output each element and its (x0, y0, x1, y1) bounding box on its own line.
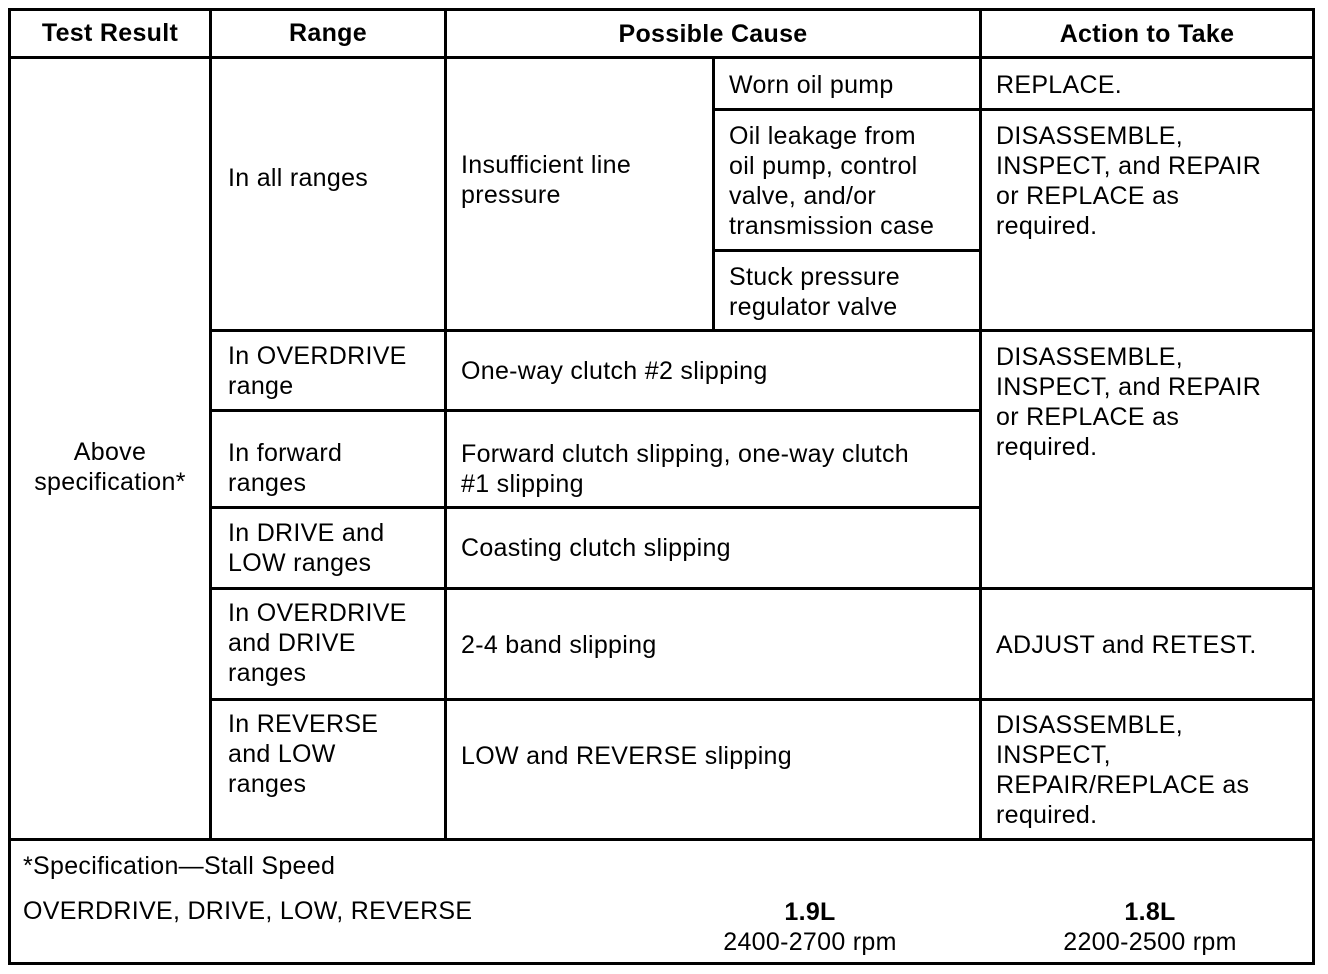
action-disassemble-group: DISASSEMBLE, INSPECT, and REPAIR or REPLACE as required. (996, 343, 1262, 461)
test-result-value: Above specification* (34, 438, 186, 496)
footer-ranges: OVERDRIVE, DRIVE, LOW, REVERSE (23, 897, 473, 925)
row-divider (210, 698, 1315, 701)
action-disassemble-2: DISASSEMBLE, INSPECT, REPAIR/REPLACE as required. (996, 711, 1250, 829)
engine-1-rpm: 2400-2700 rpm (723, 928, 897, 956)
cause-forward-clutch: Forward clutch slipping, one-way clutch #1 slipping (461, 440, 910, 498)
col-divider (712, 56, 715, 331)
row-divider (210, 329, 1315, 332)
range-reverse-low: In REVERSE and LOW ranges (228, 710, 379, 798)
range-forward: In forward ranges (228, 439, 343, 497)
engine-2-label: 1.8L (1124, 898, 1176, 926)
range-od-drive: In OVERDRIVE and DRIVE ranges (228, 599, 407, 687)
col-divider (979, 8, 982, 840)
engine-2-rpm: 2200-2500 rpm (1063, 928, 1237, 956)
row-divider (210, 409, 982, 412)
subcause-stuck-valve: Stuck pressure regulator valve (729, 263, 900, 321)
range-all: In all ranges (228, 164, 369, 192)
col-divider (209, 8, 212, 840)
subcause-oil-leakage: Oil leakage from oil pump, control valve, and/or transmission case (729, 122, 935, 240)
action-replace: REPLACE. (996, 71, 1123, 99)
footer-divider (8, 838, 1315, 841)
header-possible-cause: Possible Cause (618, 20, 808, 48)
row-divider (980, 108, 1315, 111)
cause-band-slipping: 2-4 band slipping (461, 631, 657, 659)
cause-low-reverse: LOW and REVERSE slipping (461, 742, 792, 770)
cause-insufficient-line-pressure: Insufficient line pressure (461, 151, 632, 209)
header-action: Action to Take (1059, 20, 1235, 48)
range-overdrive: In OVERDRIVE range (228, 342, 407, 400)
header-divider (8, 56, 1315, 59)
footer-title: *Specification—Stall Speed (23, 852, 336, 880)
cause-one-way-clutch-2: One-way clutch #2 slipping (461, 357, 768, 385)
subcause-worn-oil-pump: Worn oil pump (729, 71, 894, 99)
header-range: Range (289, 19, 367, 47)
row-divider (713, 108, 982, 111)
range-drive-low: In DRIVE and LOW ranges (228, 519, 385, 577)
row-divider (210, 506, 982, 509)
action-disassemble-1: DISASSEMBLE, INSPECT, and REPAIR or REPLACE as required. (996, 122, 1262, 240)
cause-coasting-clutch: Coasting clutch slipping (461, 534, 731, 562)
row-divider (713, 249, 982, 252)
header-test-result: Test Result (41, 19, 179, 47)
col-divider (444, 8, 447, 840)
action-adjust-retest: ADJUST and RETEST. (996, 631, 1257, 659)
engine-1-label: 1.9L (784, 898, 836, 926)
row-divider (210, 587, 1315, 590)
